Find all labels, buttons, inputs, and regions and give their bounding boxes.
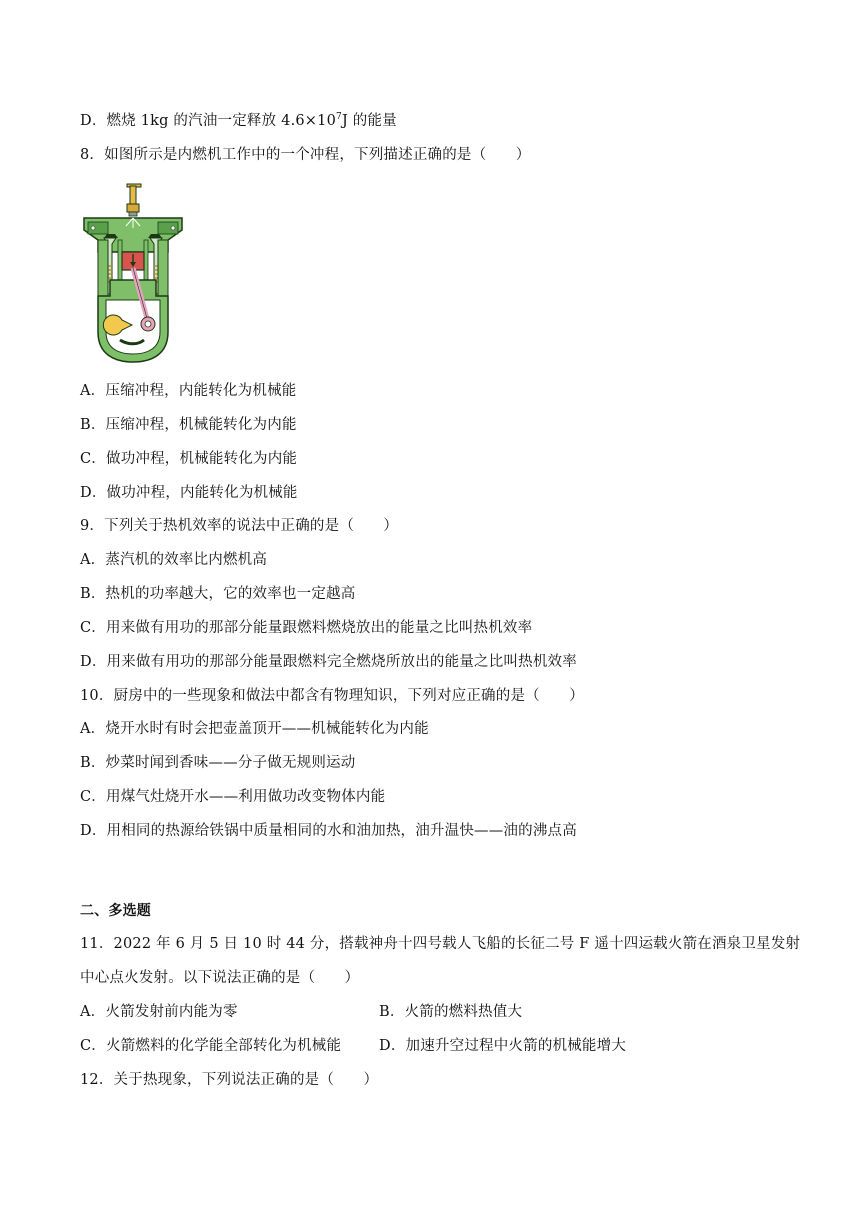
q7-option-d-post: J 的能量 bbox=[341, 113, 397, 129]
q7-option-d-exponent: 7 bbox=[336, 112, 342, 122]
q8-option-a: A．压缩冲程，内能转化为机械能 bbox=[80, 383, 297, 399]
q11-option-b: B．火箭的燃料热值大 bbox=[379, 1004, 523, 1020]
q8-option-b: B．压缩冲程，机械能转化为内能 bbox=[80, 417, 297, 433]
q10-stem: 10．厨房中的一些现象和做法中都含有物理知识，下列对应正确的是（ ） bbox=[80, 688, 584, 704]
q9-option-c: C．用来做有用功的那部分能量跟燃料燃烧放出的能量之比叫热机效率 bbox=[80, 620, 533, 636]
q10-option-d: D．用相同的热源给铁锅中质量相同的水和油加热，油升温快——油的沸点高 bbox=[80, 823, 577, 839]
q11-stem-line1: 11．2022 年 6 月 5 日 10 时 44 分，搭载神舟十四号载人飞船的长征二号 F 遥十四运载火箭在酒泉卫星发射 bbox=[80, 936, 801, 952]
q9-stem: 9．下列关于热机效率的说法中正确的是（ ） bbox=[80, 518, 399, 534]
q9-option-a: A．蒸汽机的效率比内燃机高 bbox=[80, 552, 268, 568]
q12-stem: 12．关于热现象，下列说法正确的是（ ） bbox=[80, 1072, 379, 1088]
q11-option-a: A．火箭发射前内能为零 bbox=[80, 1004, 238, 1020]
q7-option-d bbox=[80, 111, 397, 131]
spark-plug-icon bbox=[127, 184, 141, 216]
q11-option-d: D．加速升空过程中火箭的机械能增大 bbox=[379, 1038, 627, 1054]
q8-option-d: D．做功冲程，内能转化为机械能 bbox=[80, 485, 298, 501]
q11-option-c: C．火箭燃料的化学能全部转化为机械能 bbox=[80, 1038, 342, 1054]
q8-option-c: C．做功冲程，机械能转化为内能 bbox=[80, 451, 298, 467]
q7-option-d-pre: D．燃烧 1kg 的汽油一定释放 4.6×10 bbox=[80, 113, 337, 129]
section-title: 二、多选题 bbox=[80, 903, 151, 919]
q10-option-b: B．炒菜时闻到香味——分子做无规则运动 bbox=[80, 755, 356, 771]
q11-stem-line2: 中心点火发射。以下说法正确的是（ ） bbox=[80, 970, 360, 986]
q8-stem: 8．如图所示是内燃机工作中的一个冲程，下列描述正确的是（ ） bbox=[80, 147, 531, 163]
q10-option-a: A．烧开水时有时会把壶盖顶开——机械能转化为内能 bbox=[80, 721, 429, 737]
q9-option-b: B．热机的功率越大，它的效率也一定越高 bbox=[80, 586, 356, 602]
q10-option-c: C．用煤气灶烧开水——利用做功改变物体内能 bbox=[80, 789, 386, 805]
internal-combustion-engine-diagram bbox=[82, 182, 184, 364]
q9-option-d: D．用来做有用功的那部分能量跟燃料完全燃烧所放出的能量之比叫热机效率 bbox=[80, 654, 577, 670]
piston bbox=[122, 252, 144, 270]
